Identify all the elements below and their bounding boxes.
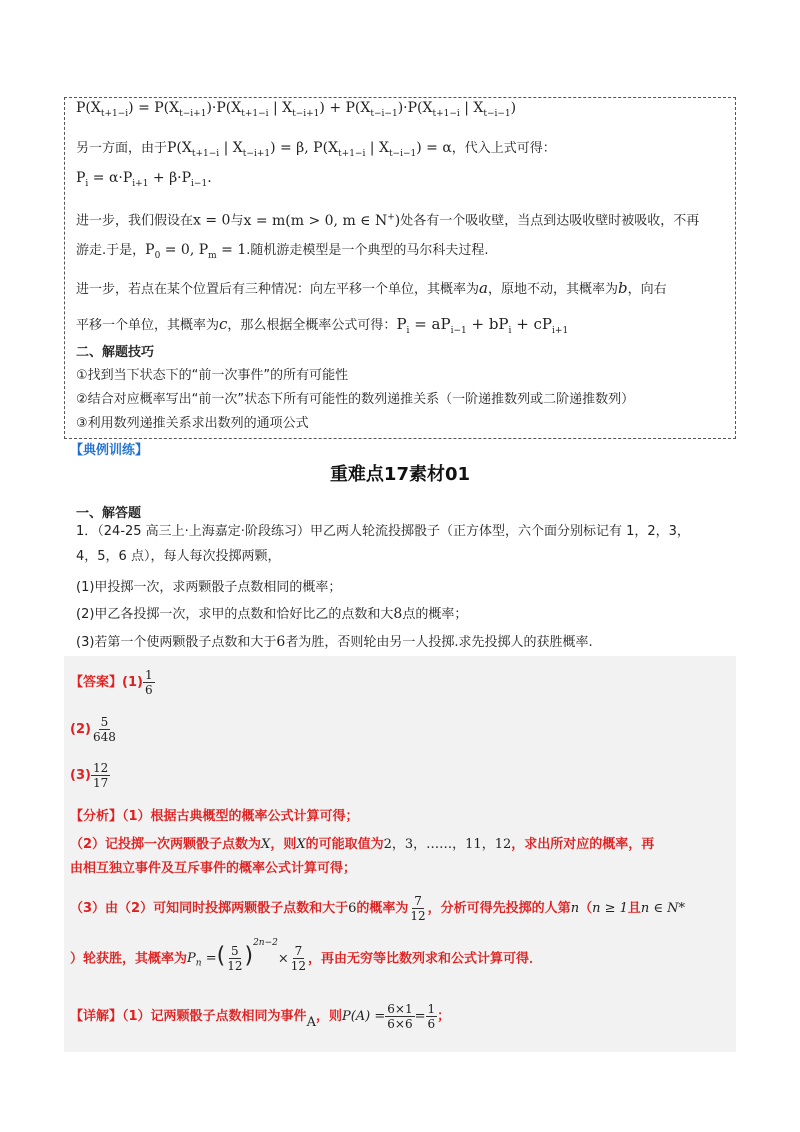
fraction <box>225 944 244 973</box>
denominator: 12 <box>227 959 243 974</box>
right-paren: ) <box>244 943 254 969</box>
math: × <box>277 951 289 967</box>
fraction <box>91 761 110 790</box>
detail-line-1 <box>70 1002 450 1031</box>
math: X <box>296 837 306 852</box>
text: 者为胜，否则轮由另一人投掷.求先投掷人的获胜概率. <box>285 635 593 650</box>
analysis-line-3: 由相互独立事件及互斥事件的概率公式计算可得； <box>70 861 357 876</box>
tip-item: ②结合对应概率写出“前一次”状态下所有可能性的数列递推关系（一阶递推数列或二阶递推数列） <box>76 392 635 407</box>
analysis-tag: 【分析】 <box>70 809 123 824</box>
text: ，则 <box>315 1009 342 1024</box>
analysis-line-4 <box>70 894 685 923</box>
fraction <box>426 1002 438 1031</box>
page-title: 重难点17素材01 <box>329 464 471 485</box>
section-heading-questions: 一、解答题 <box>76 506 142 521</box>
answer-tag: 【答案】 <box>70 675 123 690</box>
numerator: 5 <box>100 715 109 729</box>
question-part-3 <box>76 631 593 654</box>
numerator: 1 <box>427 1002 436 1016</box>
label: (3) <box>70 768 91 783</box>
text: 进一步，若点在某个位置后有三种情况：向左平移一个单位，其概率为 <box>76 282 480 297</box>
text: ，那么根据全概率公式可得： <box>227 318 397 333</box>
math: $P_0 = 0$, $P_m = 1$ <box>145 242 247 261</box>
math: 6 <box>276 634 286 650</box>
tip-item: ③利用数列递推关系求出数列的通项公式 <box>76 416 309 431</box>
text: 且 <box>627 901 641 916</box>
text: ，分析可得先投掷的人第 <box>427 901 571 916</box>
numerator: 5 <box>231 944 239 959</box>
math: b <box>617 279 628 297</box>
fraction <box>91 715 118 744</box>
text: 游走.于是， <box>76 243 146 258</box>
text: （2）记投掷一次两颗骰子点数为 <box>70 837 262 852</box>
fraction <box>143 668 155 697</box>
math: x = 0 <box>193 212 231 229</box>
math: a <box>479 279 488 297</box>
text: ，原地不动，其概率为 <box>487 282 618 297</box>
numerator: 1 <box>144 668 153 682</box>
answer-part-2 <box>70 715 118 744</box>
detail-tag: 【详解】 <box>70 1009 123 1024</box>
fraction <box>289 944 308 973</box>
question-part-1: (1)甲投掷一次，求两颗骰子点数相同的概率； <box>76 580 342 595</box>
text: 的可能取值为 <box>305 837 384 852</box>
text: .随机游走模型是一个典型的马尔科夫过程. <box>246 243 489 258</box>
question-part-2 <box>76 603 467 626</box>
text: ，代入上式可得： <box>451 141 556 156</box>
paragraph-line-5 <box>76 239 489 267</box>
text: （1）根据古典概型的概率公式计算可得； <box>122 809 359 824</box>
text: 与 <box>230 213 244 229</box>
text: 另一方面，由于 <box>76 141 168 156</box>
numerator: 7 <box>294 944 303 959</box>
text: ）轮获胜，其概率为 <box>70 951 188 967</box>
text: (3)若第一个使两颗骰子点数和大于 <box>76 635 277 650</box>
label: (2) <box>70 722 91 737</box>
paragraph-line-2 <box>76 137 556 165</box>
paragraph-line-7 <box>76 313 568 342</box>
tip-item: ①找到当下状态下的“前一次事件”的所有可能性 <box>76 368 349 383</box>
text: 的概率为 <box>356 901 409 916</box>
fraction <box>385 1002 414 1031</box>
formula-total-probability-3: $P_i = aP_{i-1} + bP_i + cP_{i+1}$ <box>396 315 569 336</box>
question-text: 4，5，6 点），每人每次投掷两颗， <box>76 549 281 564</box>
text: 平移一个单位，其概率为 <box>76 318 220 333</box>
question-text: 1．（24-25 高三上·上海嘉定·阶段练习）甲乙两人轮流投掷骰子（正方体型，六个面分别标记有 1，2，3， <box>76 524 690 539</box>
math: c <box>219 315 228 333</box>
math: 2，3，……，11，12 <box>383 837 512 852</box>
example-tag: 【典例训练】 <box>70 443 149 458</box>
denominator: 12 <box>410 909 426 923</box>
text: ； <box>437 1009 451 1024</box>
text: ，求出所对应的概率，再 <box>511 837 655 852</box>
answer-part-1 <box>70 668 155 697</box>
section-heading-tips: 二、解题技巧 <box>76 345 155 360</box>
text: （1）记两颗骰子点数相同为事件 <box>122 1009 307 1024</box>
denominator: 12 <box>290 959 307 974</box>
math: 6 <box>348 901 357 916</box>
numerator: 12 <box>92 761 109 775</box>
text: (2)甲乙各投掷一次，求甲的点数和恰好比乙的点数和大 <box>76 607 394 622</box>
denominator: 648 <box>92 730 116 744</box>
paragraph-line-6 <box>76 277 667 301</box>
math: P(A) = <box>341 1009 386 1024</box>
formula-total-probability: $P(X_{t+1-i}) = P(X_{t-i+1})\cdot P(X_{t+1-i}$ | $X_{t-i+1}) + P(X_{t-i-1})\cdot P(X_{t+1-i}$ | $X_{t-i-1}$) <box>76 100 517 119</box>
exponent: 2n−2 <box>253 938 278 948</box>
math: A <box>306 1015 316 1030</box>
analysis-line-1 <box>70 806 359 828</box>
numerator: 6×1 <box>387 1002 413 1016</box>
text: 进一步，我们假设在 <box>76 213 194 229</box>
denominator: 6 <box>427 1017 436 1031</box>
math: n ≥ 1 <box>592 901 628 916</box>
analysis-line-5 <box>70 938 543 975</box>
analysis-line-2 <box>70 834 654 856</box>
math: $P_n$ = <box>187 951 217 969</box>
formula-recurrence: $P_i = \alpha\cdot P_{i+1} + \beta\cdot P_{i-1}$. <box>76 170 212 189</box>
text: （3）由（2）可知同时投掷两颗骰子点数和大于 <box>70 901 349 916</box>
denominator: 6 <box>144 683 153 697</box>
numerator: 7 <box>414 894 422 908</box>
math: x = m(m > 0, m ∈ N+) <box>243 212 401 229</box>
answer-part-3 <box>70 761 110 790</box>
math: = <box>414 1009 426 1024</box>
denominator: 6×6 <box>387 1017 413 1031</box>
text: ，则 <box>270 837 297 852</box>
math: 8 <box>393 606 403 622</box>
denominator: 17 <box>92 776 109 790</box>
math: X <box>261 837 271 852</box>
text: ，向右 <box>627 282 667 297</box>
math: n <box>570 901 580 916</box>
math: n ∈ N* <box>640 901 686 916</box>
paragraph-line-4 <box>76 206 699 233</box>
text: （ <box>579 901 593 916</box>
text: ，再由无穷等比数列求和公式计算可得． <box>308 951 543 967</box>
text: 处各有一个吸收壁，当点到达吸收壁时被吸收，不再 <box>400 213 700 229</box>
label: (1) <box>122 675 143 690</box>
formula-conditional: $P(X_{t+1-i}$ | $X_{t-i+1}) = \beta$, $P(X_{t+1-i}$ | $X_{t-i-1}) = \alpha$ <box>167 140 452 159</box>
left-paren: ( <box>216 943 226 969</box>
fraction <box>408 894 427 923</box>
text: 点的概率； <box>402 607 468 622</box>
